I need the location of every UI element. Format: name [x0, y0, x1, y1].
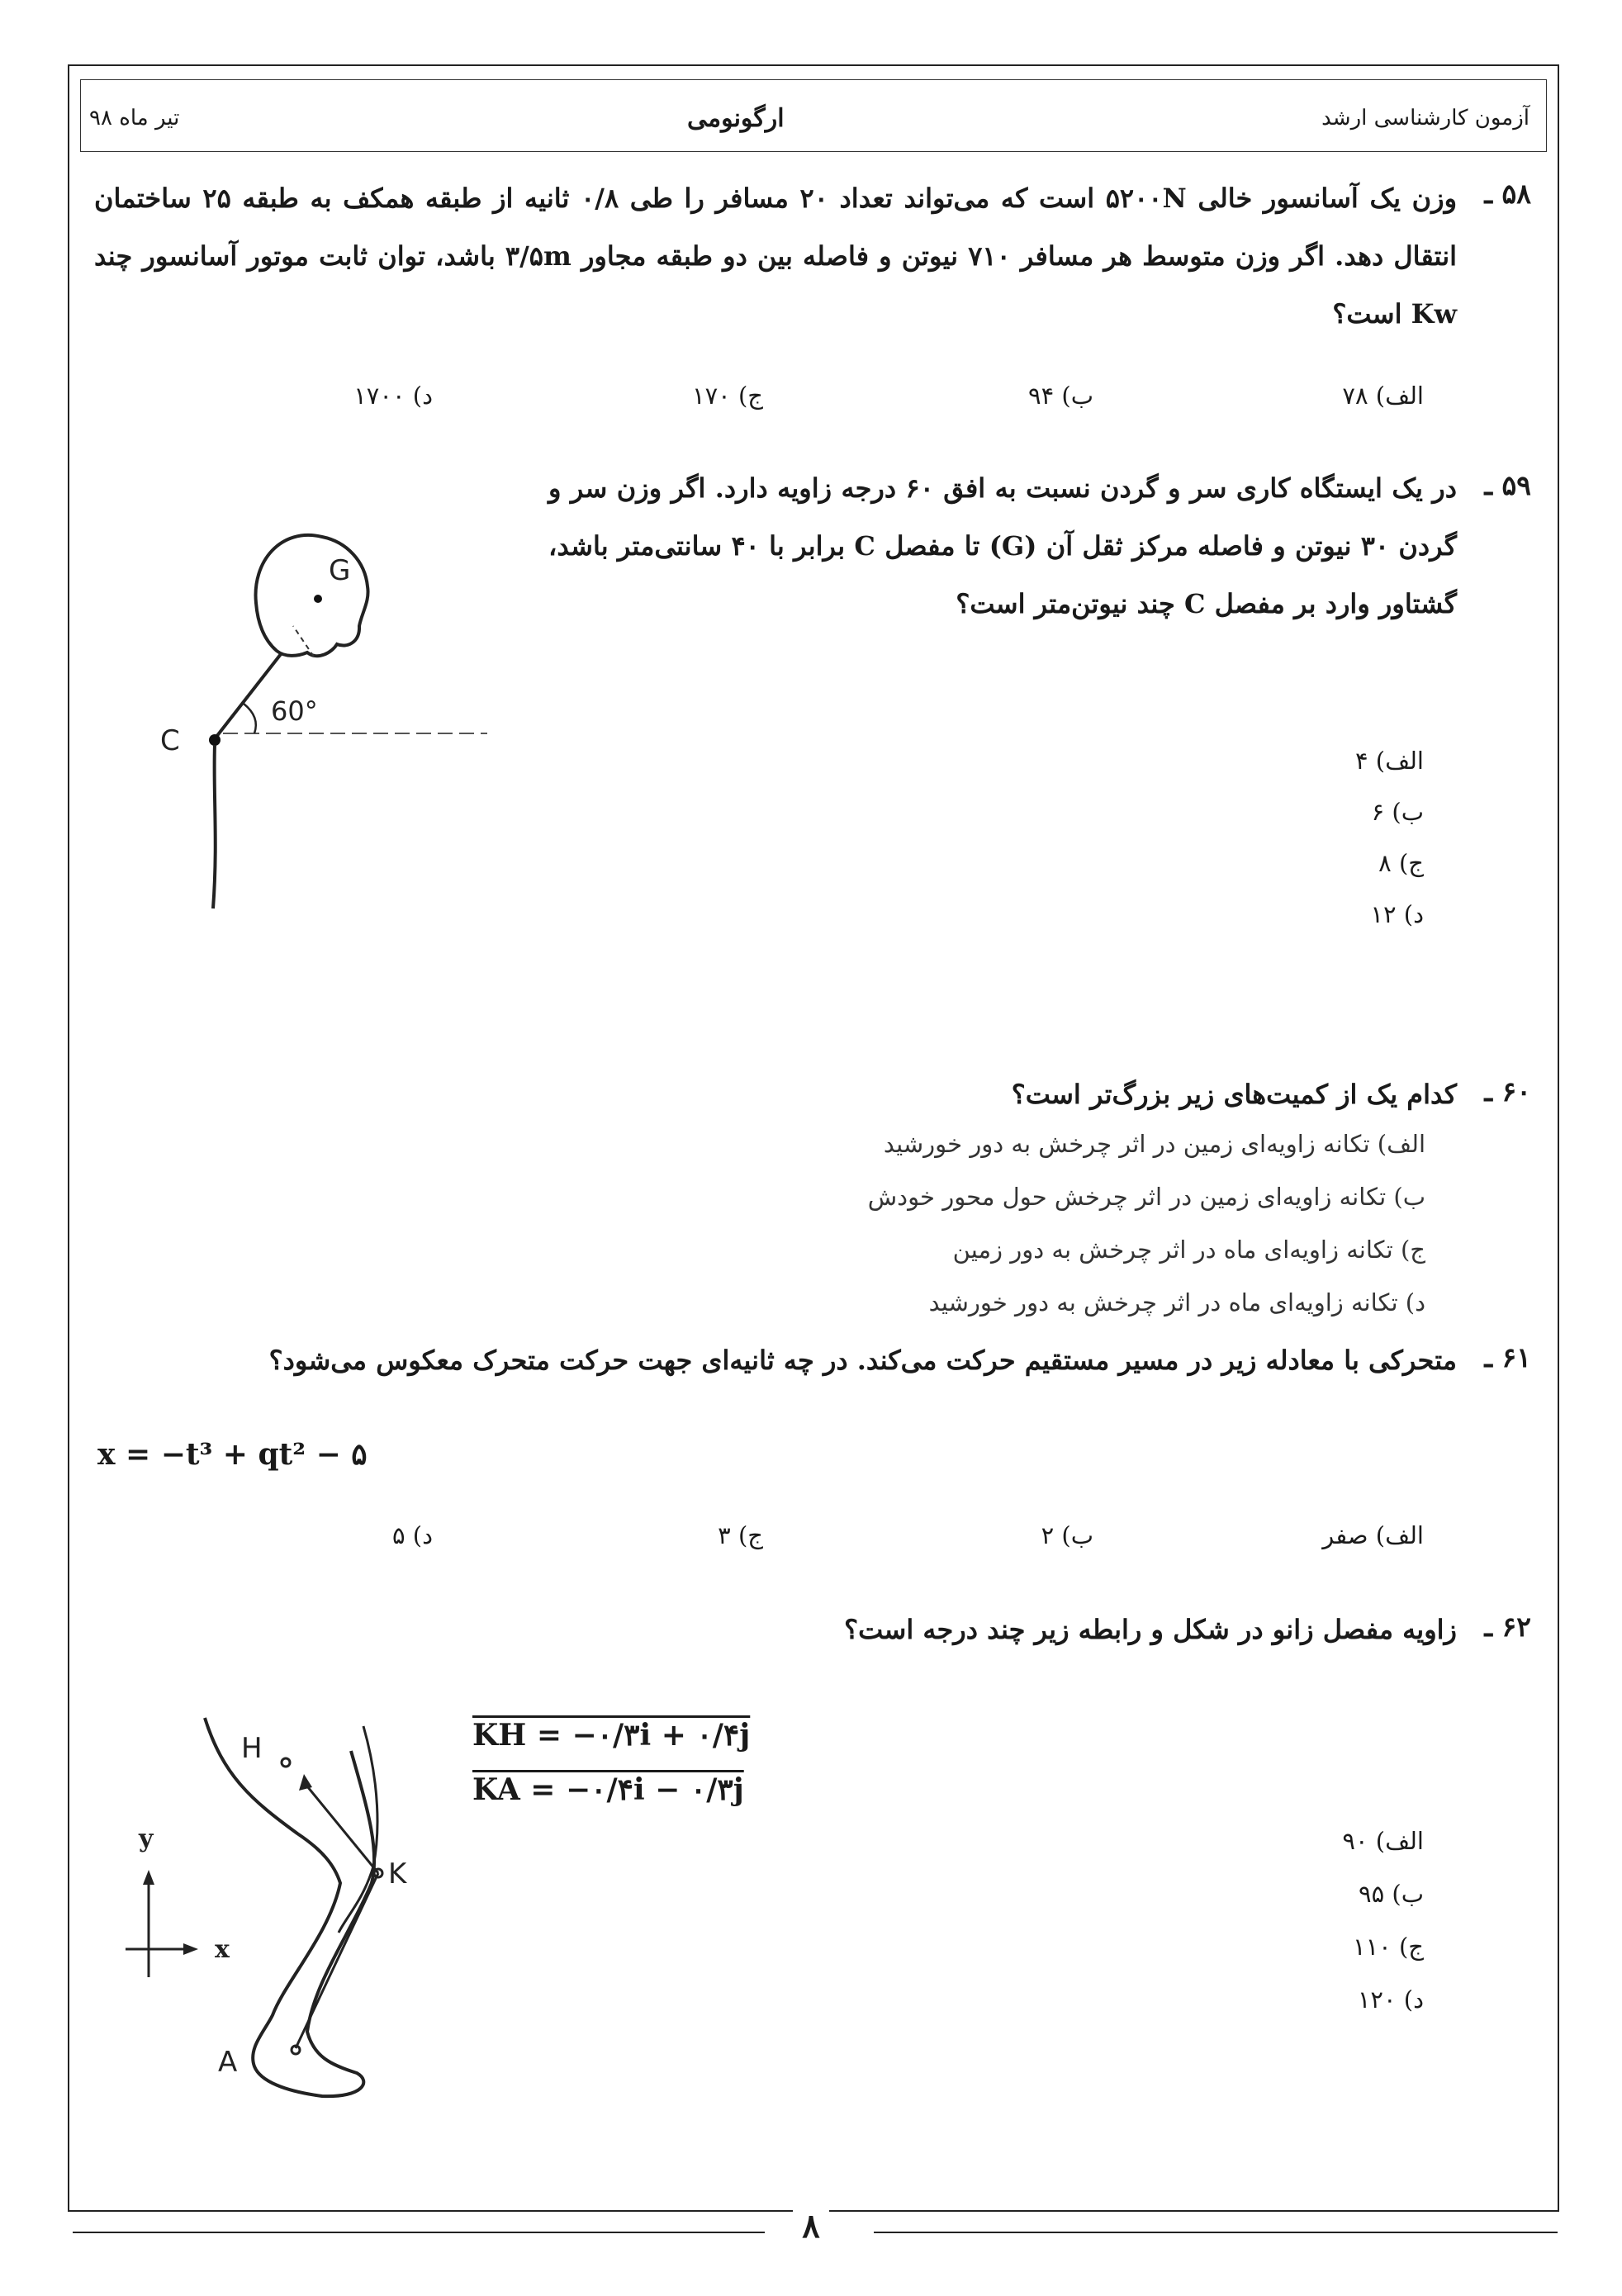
- q62-equation-ka: KA = −۰/۴i − ۰/۳j: [472, 1772, 744, 1807]
- header-date: تیر ماه ۹۸: [89, 106, 180, 130]
- q62-option-d[interactable]: د) ۱۲۰: [1357, 1985, 1424, 2014]
- q58-option-a[interactable]: الف) ۷۸: [1342, 382, 1424, 410]
- q60-number: ۶۰ ـ: [1484, 1075, 1531, 1108]
- q59-option-b[interactable]: ب) ۶: [1371, 798, 1424, 826]
- footer-line-right: [874, 2232, 1558, 2233]
- body-line: [213, 745, 216, 908]
- q58-text: وزن یک آسانسور خالی ۵۲۰۰N است که می‌تواند تعداد ۲۰ مسافر را طی ۰/۸ ثانیه از طبقه همکف به طبقه ۲۵ ساختمان انتقال دهد. اگر وزن متوسط هر مسافر ۷۱۰ نیوتن و فاصله بین دو طبقه مجاور ۳/۵m باشد، توان ثابت موتور آسانسور چند Kw است؟: [94, 183, 1458, 330]
- q62-equation-kh: KH = −۰/۳i + ۰/۴j: [472, 1718, 751, 1753]
- y-axis-arrow: [143, 1870, 154, 1885]
- angle-label: 60°: [271, 695, 318, 727]
- leg-outline: [205, 1718, 374, 2096]
- q60-option-b[interactable]: ب) تکانه زاویه‌ای زمین در اثر چرخش حول محور خودش: [867, 1183, 1425, 1211]
- q58-number: ۵۸ ـ: [1484, 178, 1531, 210]
- q62-option-c[interactable]: ج) ۱۱۰: [1353, 1933, 1424, 1961]
- head-neck-figure: [149, 529, 512, 917]
- x-axis-label: x: [215, 1935, 230, 1964]
- thigh-axis: [304, 1782, 378, 1873]
- q60-text: کدام یک از کمیت‌های زیر بزرگ‌تر است؟: [1011, 1079, 1457, 1110]
- q61-text: متحرکی با معادله زیر در مسیر مستقیم حرکت می‌کند. در چه ثانیه‌ای جهت حرکت متحرک معکوس می‌شود؟: [268, 1345, 1457, 1376]
- q59-text: در یک ایستگاه کاری سر و گردن نسبت به افق ۶۰ درجه زاویه دارد. اگر وزن سر و گردن ۳۰ نیوتن و فاصله مرکز ثقل آن (G) تا مفصل C برابر با ۴۰ سانتی‌متر باشد، گشتاور وارد بر مفصل C چند نیوتن‌متر است؟: [548, 472, 1458, 619]
- q59-option-d[interactable]: د) ۱۲: [1370, 900, 1424, 928]
- q61-option-c[interactable]: ج) ۳: [718, 1521, 763, 1549]
- q62-text: زاویه مفصل زانو در شکل و رابطه زیر چند درجه است؟: [844, 1614, 1457, 1645]
- neck-axis: [293, 626, 314, 657]
- q58-option-b[interactable]: ب) ۹۴: [1028, 382, 1093, 410]
- q59-number: ۵۹ ـ: [1484, 469, 1531, 501]
- label-c: C: [160, 724, 180, 757]
- q62-option-b[interactable]: ب) ۹۵: [1359, 1880, 1424, 1908]
- q59-option-a[interactable]: الف) ۴: [1354, 747, 1424, 775]
- q61-option-d[interactable]: د) ۵: [391, 1521, 433, 1549]
- q61-number: ۶۱ ـ: [1484, 1341, 1531, 1373]
- header-subject: ارگونومی: [687, 104, 785, 133]
- footer-line-left: [73, 2232, 765, 2233]
- header-exam-title: آزمون کارشناسی ارشد: [1321, 106, 1530, 130]
- label-a: A: [218, 2046, 238, 2079]
- q58-option-c[interactable]: ج) ۱۷۰: [692, 382, 763, 410]
- q62-option-a[interactable]: الف) ۹۰: [1342, 1827, 1424, 1855]
- knee-figure: [116, 1685, 462, 2114]
- q60-option-d[interactable]: د) تکانه زاویه‌ای ماه در اثر چرخش به دور خورشید: [928, 1288, 1425, 1316]
- q61-option-a[interactable]: الف) صفر: [1322, 1521, 1424, 1549]
- q60-option-c[interactable]: ج) تکانه زاویه‌ای ماه در اثر چرخش به دور زمین: [952, 1236, 1425, 1264]
- label-g: G: [329, 554, 351, 587]
- label-h: H: [241, 1732, 263, 1765]
- y-axis-label: y: [139, 1824, 154, 1853]
- label-k: K: [388, 1857, 407, 1890]
- q61-option-b[interactable]: ب) ۲: [1041, 1521, 1093, 1549]
- c-joint: [209, 734, 221, 746]
- angle-arc: [244, 704, 256, 733]
- a-point: [292, 2046, 300, 2054]
- q60-option-a[interactable]: الف) تکانه زاویه‌ای زمین در اثر چرخش به دور خورشید: [883, 1130, 1425, 1158]
- q62-number: ۶۲ ـ: [1484, 1611, 1531, 1643]
- x-axis-arrow: [183, 1943, 198, 1955]
- g-point: [314, 595, 322, 603]
- q58-option-d[interactable]: د) ۱۷۰۰: [353, 382, 433, 410]
- h-point: [282, 1758, 290, 1767]
- q61-equation: x = −t³ + qt² − ۵: [97, 1437, 368, 1472]
- page-number: ۸: [793, 2207, 829, 2246]
- q59-option-c[interactable]: ج) ۸: [1378, 849, 1424, 877]
- head-outline: [256, 535, 368, 656]
